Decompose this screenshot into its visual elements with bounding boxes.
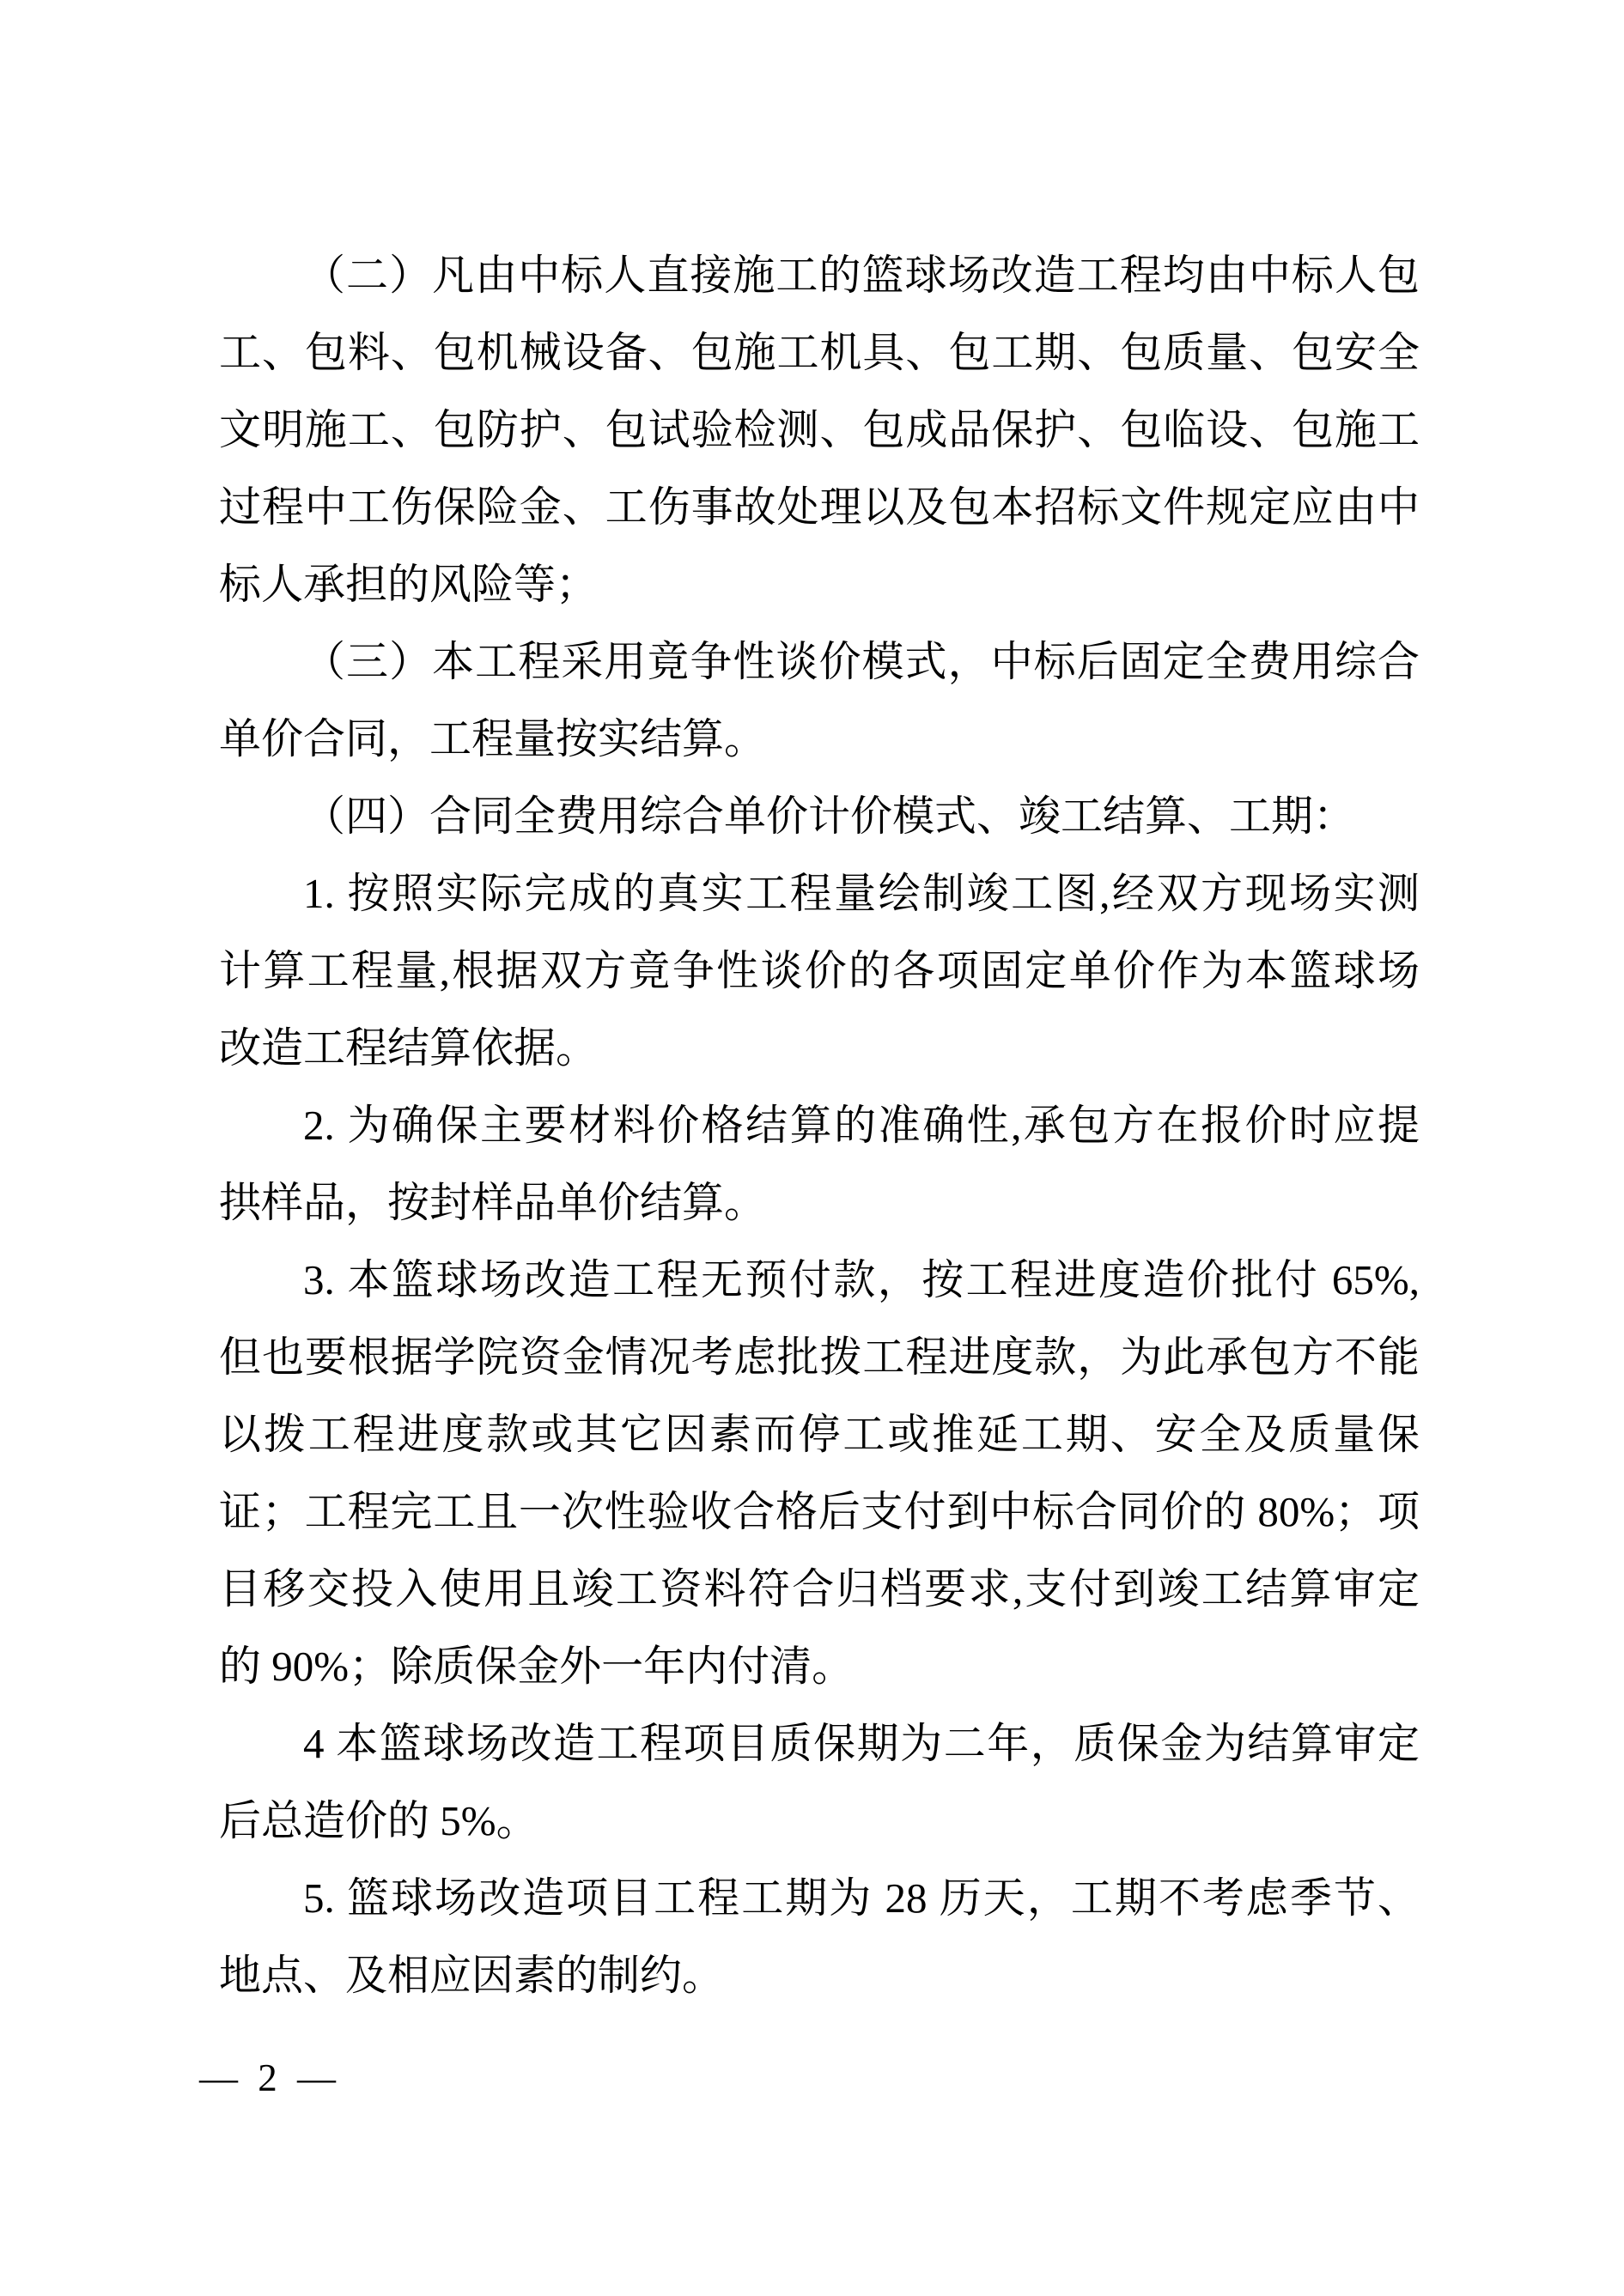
text-line: 过程中工伤保险金、工伤事故处理以及包本招标文件规定应由中 [219,483,1420,531]
text-line: 单价合同，工程量按实结算。 [219,715,767,762]
text-line: 的 90%；除质保金外一年内付清。 [219,1643,855,1690]
text-line: 3. 本篮球场改造工程无预付款，按工程进度造价批付 65%, [303,1256,1420,1303]
text-line: （四）合同全费用综合单价计价模式、竣工结算、工期： [303,793,1356,840]
page-number: — 2 — [199,2056,341,2099]
text-line: 工、包料、包机械设备、包施工机具、包工期、包质量、包安全 [219,329,1420,376]
text-line: （三）本工程采用竟争性谈价模式，中标后固定全费用综合 [303,638,1420,685]
text-line: 改造工程结算依据。 [219,1024,599,1072]
text-line: 证；工程完工且一次性验收合格后支付到中标合同价的 80%；项 [219,1488,1420,1535]
text-line: 4 本篮球场改造工程项目质保期为二年，质保金为结算审定 [303,1720,1420,1767]
text-line: 以拨工程进度款或其它因素而停工或推延工期、安全及质量保 [219,1411,1420,1458]
document-body [219,237,1420,2014]
text-line: 计算工程量,根据双方竟争性谈价的各项固定单价作为本篮球场 [219,947,1420,994]
text-line: 目移交投入使用且竣工资料符合归档要求,支付到竣工结算审定 [219,1565,1420,1613]
text-line: 标人承担的风险等； [219,561,599,608]
text-line: （二）凡由中标人直接施工的篮球场改造工程均由中标人包 [303,252,1420,299]
text-line: 2. 为确保主要材料价格结算的准确性,承包方在报价时应提 [303,1102,1420,1149]
text-line: 文明施工、包防护、包试验检测、包成品保护、包临设、包施工 [219,406,1420,453]
text-line: 5. 篮球场改造项目工程工期为 28 历天，工期不考虑季节、 [303,1874,1420,1922]
text-line: 拱样品，按封样品单价结算。 [219,1179,767,1226]
text-line: 地点、及相应因素的制约。 [219,1952,725,1999]
text-line: 后总造价的 5%。 [219,1797,538,1844]
text-line: 1. 按照实际完成的真实工程量绘制竣工图,经双方现场实测 [303,870,1420,917]
text-line: 但也要根据学院资金情况考虑批拨工程进度款，为此承包方不能 [219,1333,1420,1381]
